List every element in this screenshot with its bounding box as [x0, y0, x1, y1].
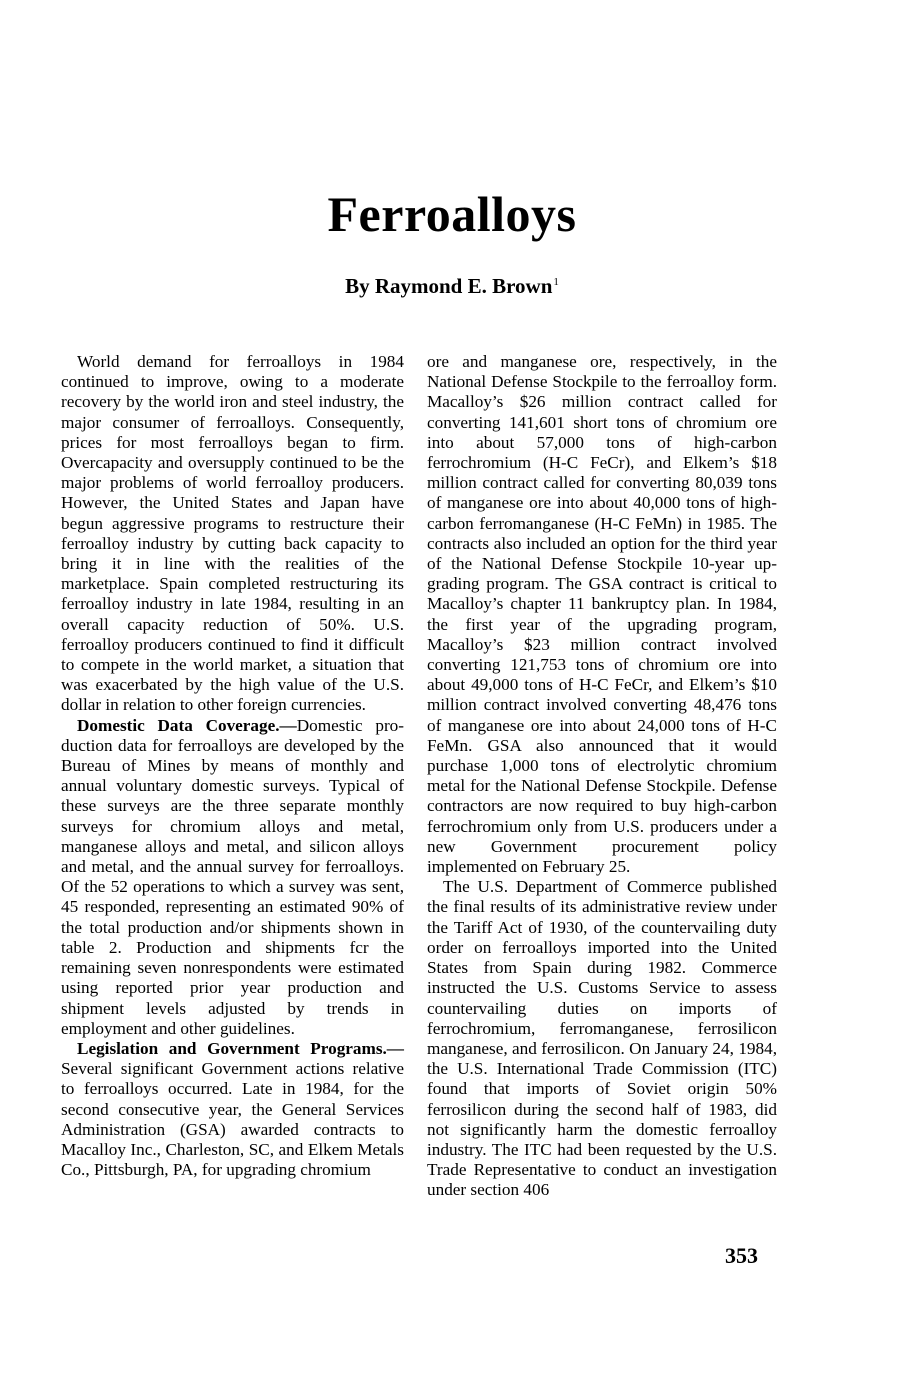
domestic-data-paragraph [61, 716, 404, 1039]
legislation-paragraph [61, 1039, 404, 1180]
right-column [427, 352, 777, 1201]
page-title: Ferroalloys [327, 186, 577, 242]
commerce-paragraph: The U.S. Department of Commerce published the final results of its administrative review under the Tariff Act of 1930, of the countervailing duty order on ferroalloys imported into the United States from Spain during 1982. Commerce instructed the U.S. Customs Service to assess countervailing duties on imports of ferrochromium, ferromanganese, ferrosilicon manganese, and ferrosilicon. On January 24, 1984, the U.S. International Trade Commission (ITC) found that imports of Soviet origin 50% ferrosilicon during the second half of 1983, did not significantly harm the domestic ferroalloy industry. The ITC had been requested by the U.S. Trade Representative to conduct an investigation under section 406 [427, 877, 777, 1200]
left-column [61, 352, 404, 1180]
domestic-data-text: Domestic production data for ferroalloys are developed by the Bureau of Mines by means of monthly and annual voluntary domestic surveys. Typical of these surveys are the three separate monthly surveys for chromium alloys and metal, manganese alloys and metal, and silicon alloys and metal, and the annual survey for ferroalloys. Of the 52 operations to which a survey was sent, 45 responded, representing an estimated 90% of the total production and/or shipments shown in table 2. Production and shipments fcr the remaining seven nonrespondents were estimated using reported prior year production and shipment levels adjusted by trends in employment and other guidelines. [61, 715, 404, 1038]
stockpile-paragraph: ore and manganese ore, respectively, in the National Defense Stockpile to the ferroalloy form. Macalloy’s $26 million contract called for converting 141,601 short tons of chromium ore into about 57,000 tons of high-carbon ferrochromium (H-C FeCr), and Elkem’s $18 million contract called for converting 80,039 tons of manganese ore into about 40,000 tons of high-carbon ferromanganese (H-C FeMn) in 1985. The contracts also included an option for the third year of the National Defense Stockpile 10-year upgrading program. The GSA contract is critical to Macalloy’s chapter 11 bankruptcy plan. In 1984, the first year of the upgrading program, Macalloy’s $23 million contract involved converting 121,753 tons of chromium ore into about 49,000 tons of H-C FeCr, and Elkem’s $10 million contract involved converting 48,476 tons of manganese ore into about 24,000 tons of H-C FeMn. GSA also announced that it would purchase 1,000 tons of electrolytic chromium metal for the National Defense Stockpile. Defense contractors are now required to buy high-carbon ferrochromium only from U.S. producers under a new Government procurement policy implemented on February 25. [427, 352, 777, 877]
author-byline [0, 268, 904, 300]
author-name: By Raymond E. Brown [345, 274, 553, 298]
footnote-marker: 1 [553, 276, 559, 288]
section-heading-legislation: Legislation and Government Programs.— [77, 1038, 404, 1058]
page-number: 353 [725, 1243, 758, 1268]
legislation-text: Several significant Government actions relative to ferroalloys occurred. Late in 1984, for the second consecutive year, the General Services Administration (GSA) awarded contracts to Macalloy Inc., Charleston, SC, and Elkem Metals Co., Pittsburgh, PA, for upgrading chromium [61, 1059, 404, 1180]
section-heading-domestic-data: Domestic Data Coverage.— [77, 715, 297, 735]
intro-paragraph: World demand for ferroalloys in 1984 continued to improve, owing to a moderate recovery by the world iron and steel industry, the major consumer of ferroalloys. Consequently, prices for most ferroalloys began to firm. Overcapacity and oversupply continued to be the major problems of world ferroalloy producers. However, the United States and Japan have begun aggressive programs to restructure their ferroalloy industry by cutting back capacity to bring it in line with the realities of the marketplace. Spain completed restructuring its ferroalloy industry in late 1984, resulting in an overall capacity reduction of 50%. U.S. ferroalloy producers continued to find it difficult to compete in the world market, a situation that was exacerbated by the high value of the U.S. dollar in relation to other foreign currencies. [61, 352, 404, 715]
